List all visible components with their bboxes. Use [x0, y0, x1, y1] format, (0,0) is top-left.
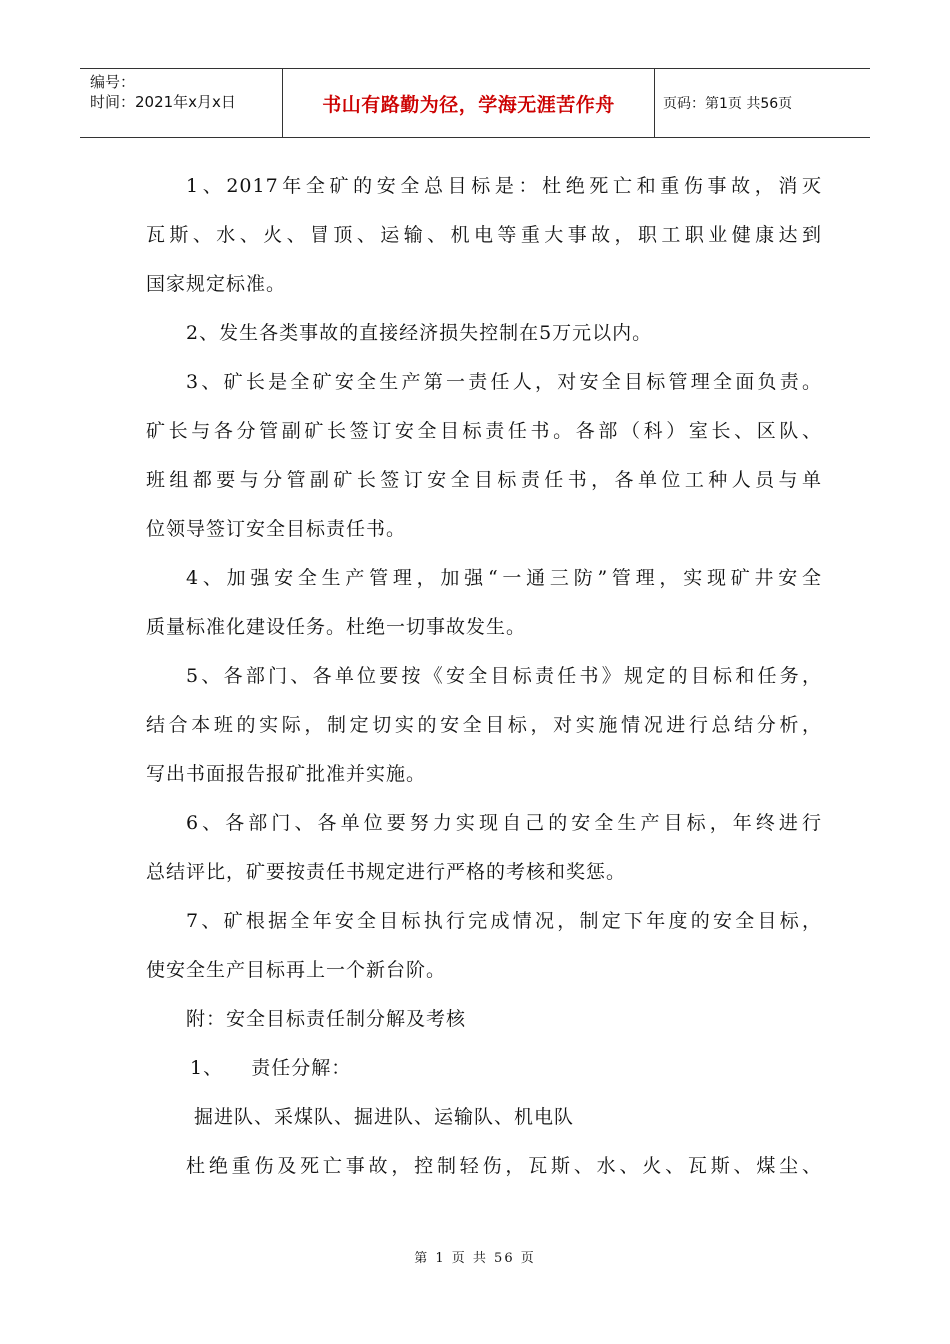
paragraph-line: 5、各部门、各单位要按《安全目标责任书》规定的目标和任务，	[186, 665, 822, 687]
appendix-heading: 附：安全目标责任制分解及考核	[186, 1008, 467, 1030]
paragraph-line: 7、矿根据全年安全目标执行完成情况，制定下年度的安全目标，	[186, 910, 822, 932]
paragraph-line: 瓦斯、水、火、冒顶、运输、机电等重大事故，职工职业健康达到	[146, 224, 822, 246]
paragraph-line: 使安全生产目标再上一个新台阶。	[146, 959, 447, 981]
header-motto-cell	[283, 69, 655, 137]
paragraph-line: 3、矿长是全矿安全生产第一责任人，对安全目标管理全面负责。	[186, 371, 822, 393]
page-footer: 第 1 页 共 56 页	[414, 1251, 536, 1266]
paragraph-line: 2、发生各类事故的直接经济损失控制在5万元以内。	[186, 322, 653, 344]
document-body	[146, 162, 822, 1191]
header-meta-cell	[80, 69, 283, 137]
paragraph-line: 质量标准化建设任务。杜绝一切事故发生。	[146, 616, 527, 638]
paragraph-line: 杜绝重伤及死亡事故，控制轻伤，瓦斯、水、火、瓦斯、煤尘、	[186, 1155, 822, 1177]
header-motto: 书山有路勤为径，学海无涯苦作舟	[322, 93, 615, 116]
document-header	[80, 68, 870, 138]
document-number-label: 编号：	[90, 73, 136, 91]
paragraph-line: 位领导签订安全目标责任书。	[146, 518, 407, 540]
paragraph-line: 矿长与各分管副矿长签订安全目标责任书。各部（科）室长、区队、	[146, 420, 822, 442]
paragraph-line: 总结评比，矿要按责任书规定进行严格的考核和奖惩。	[146, 861, 627, 883]
header-page-info: 页码：第1页 共56页	[663, 96, 793, 112]
paragraph-line: 国家规定标准。	[146, 273, 287, 295]
section-heading: 1、 责任分解：	[190, 1057, 352, 1079]
header-page-cell	[655, 69, 870, 137]
paragraph-line: 写出书面报告报矿批准并实施。	[146, 763, 427, 785]
document-date-label: 时间：2021年x月x日	[90, 93, 236, 111]
paragraph-line: 4、加强安全生产管理，加强“一通三防”管理，实现矿井安全	[186, 567, 822, 589]
paragraph-line: 班组都要与分管副矿长签订安全目标责任书，各单位工种人员与单	[146, 469, 822, 491]
paragraph-line: 结合本班的实际，制定切实的安全目标，对实施情况进行总结分析，	[146, 714, 822, 736]
paragraph-line: 6、各部门、各单位要努力实现自己的安全生产目标，年终进行	[186, 812, 822, 834]
paragraph-line: 1、2017年全矿的安全总目标是：杜绝死亡和重伤事故，消灭	[186, 175, 822, 197]
team-list: 掘进队、采煤队、掘进队、运输队、机电队	[194, 1106, 575, 1128]
